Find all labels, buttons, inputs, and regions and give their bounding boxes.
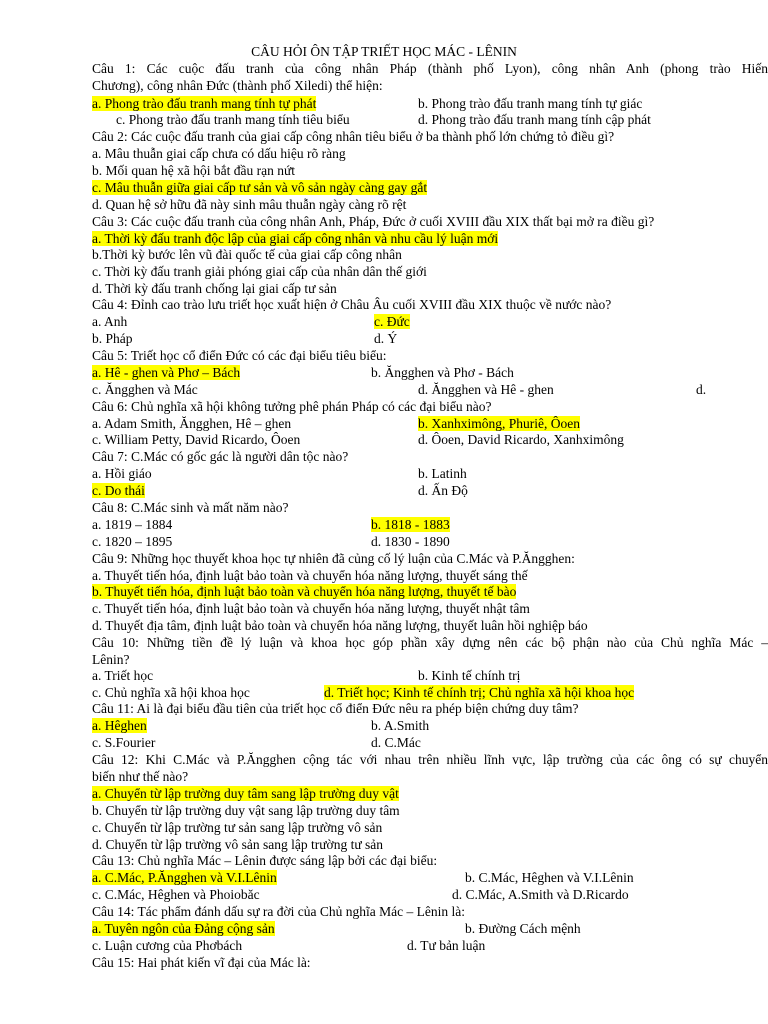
question-12-option-a: a. Chuyển từ lập trường duy tâm sang lập trường duy vật [92,786,399,801]
question-10-option-c: c. Chủ nghĩa xã hội khoa học [92,685,250,700]
question-2-option-a: a. Mâu thuẫn giai cấp chưa có dấu hiệu rõ ràng [92,146,346,161]
question-14-option-c: c. Luận cương của Phơbách [92,938,243,953]
question-7-option-b: b. Latinh [418,466,467,481]
question-7-text: Câu 7: C.Mác có gốc gác là người dân tộc nào? [92,449,349,464]
question-1-option-a: a. Phong trào đấu tranh mang tính tự phát [92,96,317,111]
question-12-option-c: c. Chuyển từ lập trường tư sản sang lập trường vô sản [92,820,383,835]
question-3-option-b: b.Thời kỳ bước lên vũ đài quốc tế của giai cấp công nhân [92,247,402,262]
question-8-option-c: c. 1820 – 1895 [92,534,173,549]
question-4-text: Câu 4: Đỉnh cao trào lưu triết học xuất hiện ở Châu Âu cuối XVIII đầu XIX thuộc về nước nào? [92,297,612,312]
question-11-text: Câu 11: Ai là đại biểu đầu tiên của triết học cổ điển Đức nêu ra phép biện chứng duy tâm? [92,701,579,716]
question-3-option-a: a. Thời kỳ đấu tranh độc lập của giai cấp công nhân và nhu cầu lý luận mới [92,231,499,246]
question-7-option-d: d. Ấn Độ [418,483,468,498]
question-5-option-d: d. Ăngghen và Hê - ghen [418,382,554,397]
question-12-text-line1: Câu 12: Khi C.Mác và P.Ăngghen cộng tác với nhau trên nhiều lĩnh vực, lập trường của các ông có sự chuyển [92,752,768,767]
question-10-option-d: d. Triết học; Kinh tế chính trị; Chủ nghĩa xã hội khoa học [324,685,635,700]
question-2-text: Câu 2: Các cuộc đấu tranh của giai cấp công nhân tiêu biểu ở ba thành phố lớn chứng tỏ điều gì? [92,129,615,144]
question-1-text-line2: Chương), công nhân Đức (thành phố Xiledi) thể hiện: [92,78,383,93]
question-11-option-d: d. C.Mác [371,735,421,750]
question-6-text: Câu 6: Chủ nghĩa xã hội không tưởng phê phán Pháp có các đại biểu nào? [92,399,492,414]
question-11-option-a: a. Hêghen [92,718,147,733]
question-10-option-a: a. Triết học [92,668,154,683]
question-1-option-d: d. Phong trào đấu tranh mang tính cập phát [418,112,651,127]
question-4-option-a: a. Anh [92,314,128,329]
question-6-option-b: b. Xanhximông, Phuriê, Ôoen [418,416,580,431]
question-6-option-c: c. William Petty, David Ricardo, Ôoen [92,432,301,447]
question-9-option-b: b. Thuyết tiến hóa, định luật bảo toàn và chuyển hóa năng lượng, thuyết tế bào [92,584,517,599]
question-13-option-a: a. C.Mác, P.Ăngghen và V.I.Lênin [92,870,277,885]
question-2-option-b: b. Mối quan hệ xã hội bắt đầu rạn nứt [92,163,296,178]
question-12-text-line2: biến như thế nào? [92,769,189,784]
question-10-text-line2: Lênin? [92,652,130,667]
question-3-option-c: c. Thời kỳ đấu tranh giải phóng giai cấp của nhân dân thế giới [92,264,427,279]
question-1-option-b: b. Phong trào đấu tranh mang tính tự giác [418,96,643,111]
question-6-option-d: d. Ôoen, David Ricardo, Xanhximông [418,432,624,447]
question-11-option-b: b. A.Smith [371,718,430,733]
question-8-option-b: b. 1818 - 1883 [371,517,450,532]
document-title: CÂU HỎI ÔN TẬP TRIẾT HỌC MÁC - LÊNIN [251,44,517,59]
question-14-option-d: d. Tư bản luận [407,938,486,953]
question-5-option-c: c. Ăngghen và Mác [92,382,198,397]
question-13-option-b: b. C.Mác, Hêghen và V.I.Lênin [465,870,634,885]
question-8-option-d: d. 1830 - 1890 [371,534,450,549]
question-2-option-c: c. Mâu thuẫn giữa giai cấp tư sản và vô sản ngày càng gay gắt [92,180,428,195]
question-7-option-c: c. Do thái [92,483,145,498]
question-11-option-c: c. S.Fourier [92,735,156,750]
question-5-option-b: b. Ăngghen và Phơ - Bách [371,365,514,380]
question-6-option-a: a. Adam Smith, Ăngghen, Hê – ghen [92,416,292,431]
question-8-text: Câu 8: C.Mác sinh và mất năm nào? [92,500,289,515]
question-14-option-b: b. Đường Cách mệnh [465,921,581,936]
question-1-text-line1: Câu 1: Các cuộc đấu tranh của công nhân Pháp (thành phố Lyon), công nhân Anh (phong trào Hiến [92,61,768,76]
question-12-option-d: d. Chuyển từ lập trường vô sản sang lập trường tư sản [92,837,384,852]
question-15-text: Câu 15: Hai phát kiến vĩ đại của Mác là: [92,955,311,970]
question-9-option-d: d. Thuyết địa tâm, định luật bảo toàn và chuyển hóa năng lượng, thuyết luân hồi nghiệp báo [92,618,588,633]
question-13-option-c: c. C.Mác, Hêghen và Phoiobăc [92,887,260,902]
question-4-option-b: b. Pháp [92,331,133,346]
question-7-option-a: a. Hồi giáo [92,466,152,481]
question-9-text: Câu 9: Những học thuyết khoa học tự nhiên đã củng cố lý luận của C.Mác và P.Ăngghen: [92,551,575,566]
question-13-option-d: d. C.Mác, A.Smith và D.Ricardo [452,887,629,902]
question-4-option-c-correct: c. Đức [374,314,410,329]
question-3-option-d: d. Thời kỳ đấu tranh chống lại giai cấp tư sản [92,281,337,296]
question-14-option-a: a. Tuyên ngôn của Đảng cộng sản [92,921,275,936]
question-4-option-d: d. Ý [374,331,398,346]
question-5-text: Câu 5: Triết học cổ điển Đức có các đại biểu tiêu biểu: [92,348,387,363]
question-3-text: Câu 3: Các cuộc đấu tranh của công nhân Anh, Pháp, Đức ở cuối XVIII đầu XIX thất bại mở ra điều gì? [92,214,655,229]
question-13-text: Câu 13: Chủ nghĩa Mác – Lênin được sáng lập bởi các đại biểu: [92,853,438,868]
question-8-option-a: a. 1819 – 1884 [92,517,173,532]
question-9-option-a: a. Thuyết tiến hóa, định luật bảo toàn và chuyển hóa năng lượng, thuyết sáng thế [92,568,528,583]
question-5-option-a: a. Hê - ghen và Phơ – Bách [92,365,241,380]
question-12-option-b: b. Chuyển từ lập trường duy vật sang lập trường duy tâm [92,803,400,818]
question-10-text-line1: Câu 10: Những tiền đề lý luận và khoa học góp phần xây dựng nên các bộ phận nào của Chủ nghĩa Mác – [92,635,768,650]
question-2-option-d: d. Quan hệ sở hữu đã này sinh mâu thuẫn ngày càng rõ rệt [92,197,407,212]
question-9-option-c: c. Thuyết tiến hóa, định luật bảo toàn và chuyển hóa năng lượng, thuyết nhật tâm [92,601,530,616]
question-14-text: Câu 14: Tác phẩm đánh dấu sự ra đời của Chủ nghĩa Mác – Lênin là: [92,904,465,919]
question-10-option-b: b. Kinh tế chính trị [418,668,521,683]
question-1-option-c: c. Phong trào đấu tranh mang tính tiêu biểu [116,112,350,127]
question-5-stray-d: d. [696,382,707,397]
